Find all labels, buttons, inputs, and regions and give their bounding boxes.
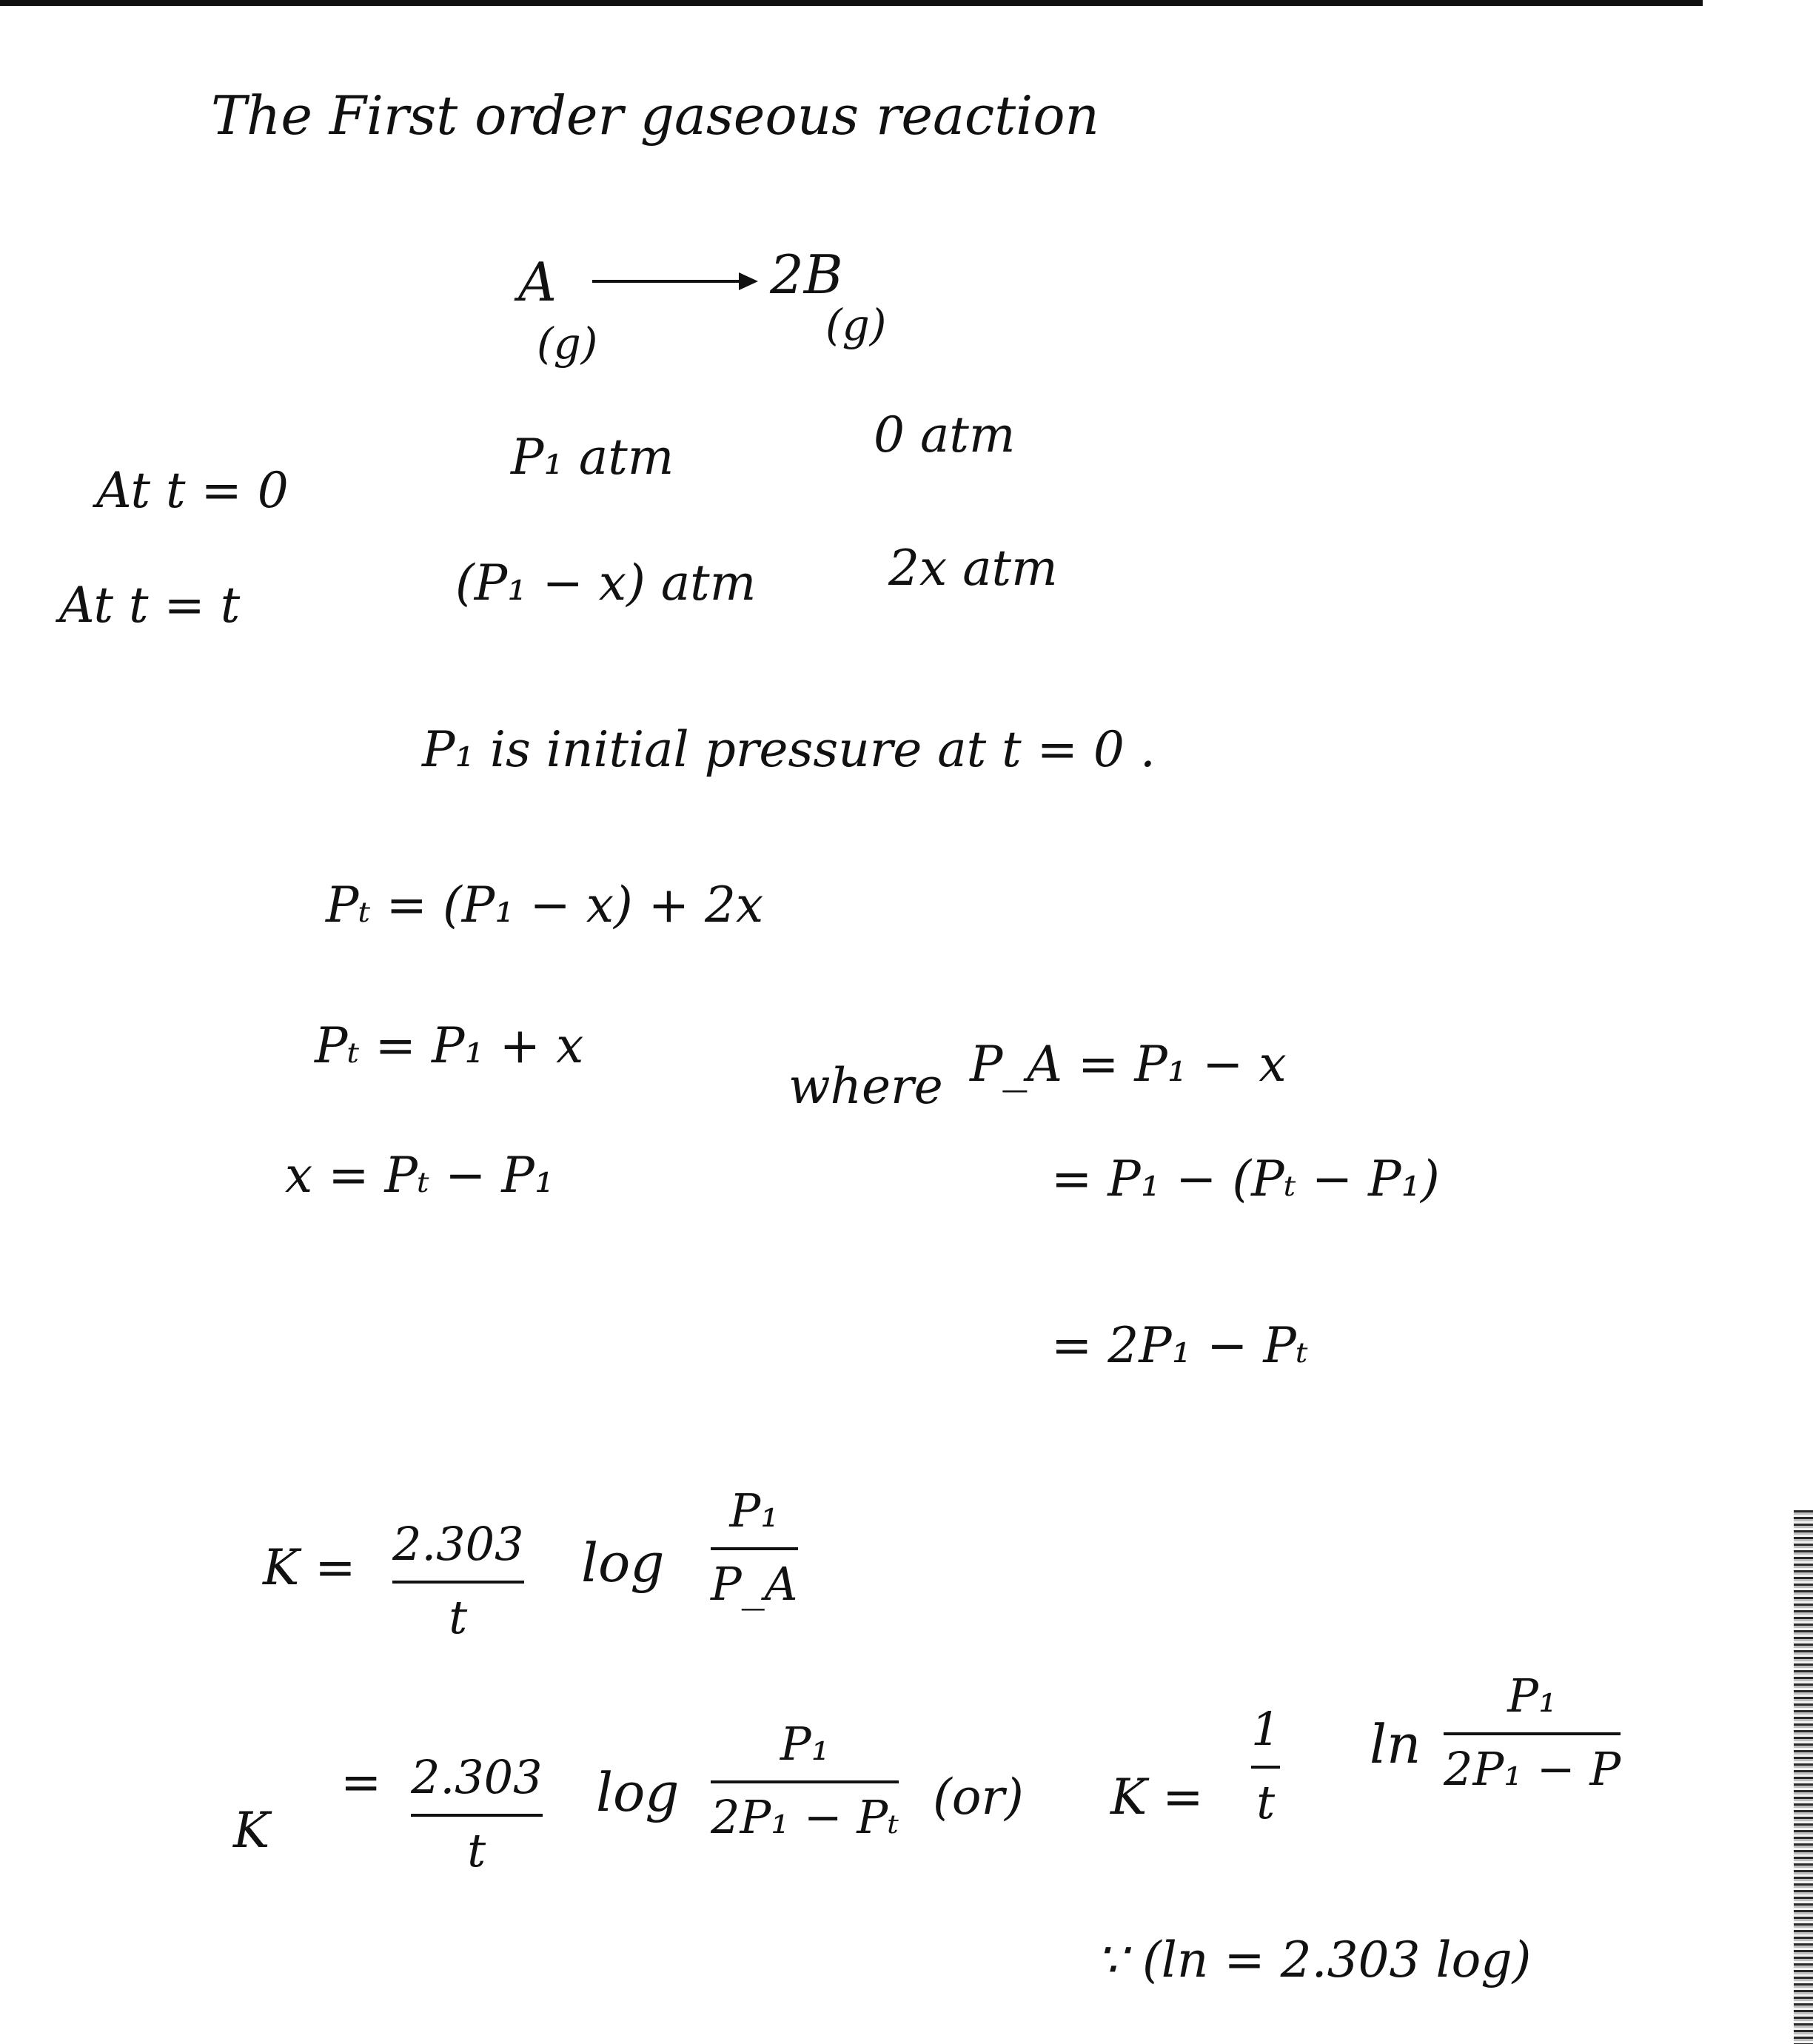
rate-2-coefficient bbox=[411, 1751, 543, 1877]
row-label-t0: At t = 0 bbox=[96, 462, 289, 519]
or-label: (or) bbox=[933, 1769, 1024, 1826]
page-title: The First order gaseous reaction bbox=[211, 84, 1099, 147]
rate-1-argument bbox=[711, 1484, 798, 1611]
rate-2-arg-numerator: P₁ bbox=[780, 1717, 830, 1771]
paper-top-edge bbox=[0, 0, 1703, 6]
paper-torn-edge bbox=[1794, 1510, 1813, 2044]
reaction-reactant: A bbox=[518, 251, 557, 313]
rate-1-log: log bbox=[581, 1532, 665, 1594]
rate-1-lhs: K = bbox=[263, 1539, 356, 1596]
rate-2-numerator: 2.303 bbox=[411, 1750, 543, 1804]
fraction-bar bbox=[1251, 1766, 1280, 1769]
reaction-arrow bbox=[592, 280, 755, 283]
equation-line-1: Pₜ = (P₁ − x) + 2x bbox=[326, 877, 764, 934]
where-line-3: = 2P₁ − Pₜ bbox=[1051, 1317, 1309, 1374]
rate-alt-numerator: 1 bbox=[1251, 1702, 1281, 1756]
row-a-t0: P₁ atm bbox=[511, 429, 674, 486]
product-state: (g) bbox=[825, 300, 887, 350]
reactant-state: (g) bbox=[537, 318, 598, 369]
rate-1-arg-denominator: P_A bbox=[711, 1557, 798, 1612]
equation-line-2: Pₜ = P₁ + x bbox=[315, 1017, 584, 1074]
initial-pressure-note: P₁ is initial pressure at t = 0 . bbox=[422, 721, 1156, 778]
where-line-1: P_A = P₁ − x bbox=[970, 1036, 1287, 1093]
rate-alt-coefficient bbox=[1251, 1703, 1280, 1829]
rate-alt-arg-denominator: 2P₁ − P bbox=[1444, 1742, 1621, 1797]
rate-2-equals: = bbox=[341, 1754, 382, 1811]
fraction-bar bbox=[711, 1780, 899, 1783]
row-a-tt: (P₁ − x) atm bbox=[455, 554, 757, 611]
rate-2-arg-denominator: 2P₁ − Pₜ bbox=[711, 1790, 899, 1845]
rate-alt-arg-numerator: P₁ bbox=[1507, 1669, 1557, 1723]
where-label: where bbox=[788, 1058, 943, 1115]
fraction-bar bbox=[1444, 1732, 1621, 1735]
fraction-bar bbox=[711, 1547, 798, 1550]
rate-1-numerator: 2.303 bbox=[392, 1517, 524, 1571]
rate-alt-argument bbox=[1444, 1669, 1621, 1796]
rate-1-coefficient bbox=[392, 1518, 524, 1644]
rate-2-lhs: K bbox=[233, 1802, 270, 1859]
fraction-bar bbox=[392, 1581, 524, 1584]
rate-2-denominator: t bbox=[467, 1823, 486, 1878]
rate-alt-ln: ln bbox=[1370, 1713, 1421, 1775]
fraction-bar bbox=[411, 1814, 543, 1817]
rate-1-arg-numerator: P₁ bbox=[729, 1484, 780, 1538]
ln-conversion-footnote: ∵ (ln = 2.303 log) bbox=[1096, 1931, 1532, 1988]
equation-line-3: x = Pₜ − P₁ bbox=[285, 1147, 554, 1204]
rate-alt-denominator: t bbox=[1256, 1775, 1276, 1830]
reaction-product: 2B bbox=[770, 244, 843, 306]
row-label-tt: At t = t bbox=[59, 577, 241, 634]
where-line-2: = P₁ − (Pₜ − P₁) bbox=[1051, 1150, 1440, 1207]
rate-2-log: log bbox=[596, 1761, 680, 1823]
rate-alt-lhs: K = bbox=[1110, 1769, 1204, 1826]
row-b-t0: 0 atm bbox=[874, 406, 1016, 463]
rate-1-denominator: t bbox=[449, 1590, 468, 1645]
rate-2-argument bbox=[711, 1718, 899, 1844]
row-b-tt: 2x atm bbox=[888, 540, 1058, 597]
